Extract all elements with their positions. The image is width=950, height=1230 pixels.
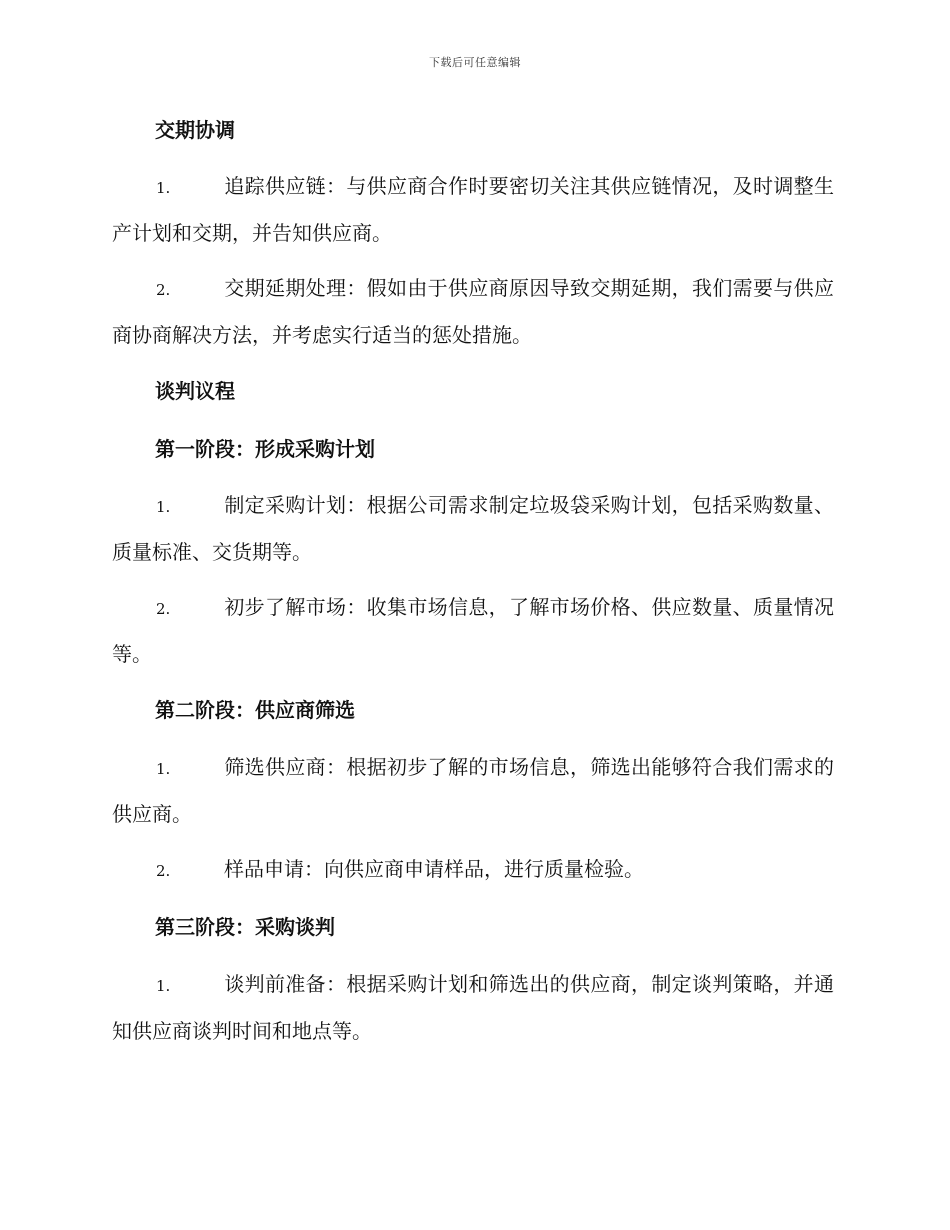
list-item-number: 1.	[156, 498, 171, 516]
list-item	[112, 483, 834, 575]
list-item-number: 1.	[156, 977, 171, 995]
list-item-text: 样品申请：向供应商申请样品，进行质量检验。	[224, 857, 644, 881]
list-item-number: 1.	[156, 760, 171, 778]
list-item-text: 追踪供应链：与供应商合作时要密切关注其供应链情况，及时调整生产计划和交期，并告知供应商。	[112, 174, 834, 245]
list-item-number: 2.	[156, 862, 171, 880]
section-heading: 交期协调	[155, 118, 235, 142]
subsection-heading: 第一阶段：形成采购计划	[155, 437, 375, 461]
subsection-heading: 第二阶段：供应商筛选	[155, 698, 355, 722]
list-item	[112, 164, 834, 256]
list-item-text: 交期延期处理：假如由于供应商原因导致交期延期，我们需要与供应商协商解决方法，并考虑实行适当的惩处措施。	[112, 276, 834, 347]
list-item	[112, 266, 834, 358]
list-item	[112, 745, 834, 837]
list-item	[112, 585, 834, 677]
list-item-text: 初步了解市场：收集市场信息，了解市场价格、供应数量、质量情况等。	[112, 595, 834, 666]
subsection-heading: 第三阶段：采购谈判	[155, 915, 335, 939]
header-note: 下载后可任意编辑	[429, 56, 521, 69]
section-heading: 谈判议程	[155, 379, 235, 403]
list-item-number: 2.	[156, 281, 171, 299]
list-item-text: 制定采购计划：根据公司需求制定垃圾袋采购计划，包括采购数量、质量标准、交货期等。	[112, 493, 834, 564]
list-item-number: 2.	[156, 600, 171, 618]
list-item-text: 筛选供应商：根据初步了解的市场信息，筛选出能够符合我们需求的供应商。	[112, 755, 834, 826]
list-item-text: 谈判前准备：根据采购计划和筛选出的供应商，制定谈判策略，并通知供应商谈判时间和地点等。	[112, 972, 834, 1043]
list-item	[112, 847, 834, 894]
list-item-number: 1.	[156, 179, 171, 197]
list-item	[112, 962, 834, 1054]
